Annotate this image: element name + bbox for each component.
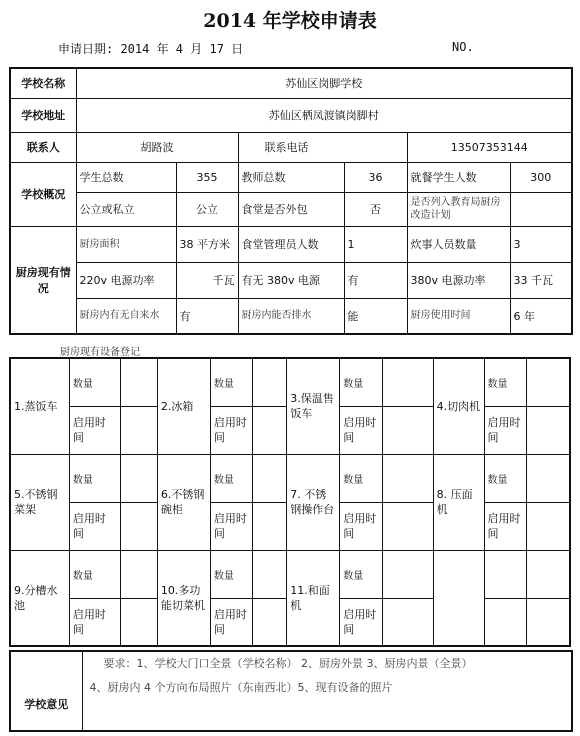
qty-label: 数量 (340, 358, 382, 406)
application-date: 申请日期: 2014 年 4 月 17 日 (58, 42, 244, 56)
phone-value[interactable]: 13507353144 (407, 132, 572, 162)
start-time-label: 启用时间 (69, 598, 120, 646)
kitchen-area-value[interactable]: 38 平方米 (176, 226, 238, 262)
diners-label: 就餐学生人数 (407, 162, 510, 192)
qty-label: 数量 (210, 454, 252, 502)
start-time-label: 启用时间 (210, 502, 252, 550)
start-time-label: 启用时间 (210, 406, 252, 454)
equipment-item-1: 1.蒸饭车 (10, 358, 69, 454)
contact-label: 联系人 (10, 132, 76, 162)
teachers-label: 教师总数 (238, 162, 344, 192)
equipment-item-2: 2.冰箱 (157, 358, 210, 454)
start-time-label: 启用时间 (69, 406, 120, 454)
start-time-value-empty (526, 598, 570, 646)
has-380-label: 有无 380v 电源 (238, 262, 344, 298)
power-220-label: 220v 电源功率 (76, 262, 176, 298)
start-time-value[interactable] (120, 598, 157, 646)
start-time-value[interactable] (526, 406, 570, 454)
overview-label: 学校概况 (10, 162, 76, 226)
qty-value[interactable] (253, 358, 287, 406)
qty-value[interactable] (382, 454, 433, 502)
start-time-label: 启用时间 (340, 502, 382, 550)
equipment-item-10: 10.多功能切菜机 (157, 550, 210, 646)
school-address-value[interactable]: 苏仙区栖凤渡镇岗脚村 (76, 98, 572, 132)
start-time-value[interactable] (120, 406, 157, 454)
qty-label: 数量 (484, 454, 526, 502)
qty-label: 数量 (69, 454, 120, 502)
start-time-value[interactable] (382, 502, 433, 550)
qty-value[interactable] (382, 550, 433, 598)
equipment-item-9: 9.分槽水池 (10, 550, 69, 646)
form-title: 2014 年学校申请表 (203, 10, 377, 32)
drainage-label: 厨房内能否排水 (238, 298, 344, 334)
outsourced-label: 食堂是否外包 (238, 192, 344, 226)
equipment-item-3: 3.保温售饭车 (287, 358, 340, 454)
start-time-value[interactable] (120, 502, 157, 550)
start-time-label-empty (484, 598, 526, 646)
students-value[interactable]: 355 (176, 162, 238, 192)
start-time-value[interactable] (253, 598, 287, 646)
renovation-plan-label: 是否列入教育局厨房改造计划 (407, 192, 510, 226)
qty-label: 数量 (340, 550, 382, 598)
equipment-item-empty (433, 550, 484, 646)
qty-value[interactable] (253, 550, 287, 598)
school-opinion-value[interactable] (82, 651, 572, 731)
teachers-value[interactable]: 36 (344, 162, 407, 192)
canteen-manager-value[interactable]: 1 (344, 226, 407, 262)
qty-value[interactable] (382, 358, 433, 406)
power-220-value[interactable]: 千瓦 (176, 262, 238, 298)
start-time-label: 启用时间 (484, 406, 526, 454)
kitchen-label: 厨房现有情况 (10, 226, 76, 334)
power-380-value[interactable]: 33 千瓦 (510, 262, 572, 298)
requirements-line-2: 4、厨房内 4 个方向布局照片（东南西北）5、现有设备的照片 (89, 681, 393, 694)
qty-label: 数量 (484, 358, 526, 406)
qty-label: 数量 (340, 454, 382, 502)
qty-value[interactable] (526, 454, 570, 502)
equipment-item-5: 5.不锈钢菜架 (10, 454, 69, 550)
contact-value[interactable]: 胡路波 (76, 132, 238, 162)
qty-value[interactable] (253, 454, 287, 502)
renovation-plan-value[interactable] (510, 192, 572, 226)
qty-value[interactable] (526, 358, 570, 406)
equipment-item-8: 8. 压面机 (433, 454, 484, 550)
school-name-value[interactable]: 苏仙区岗脚学校 (76, 68, 572, 98)
school-address-label: 学校地址 (10, 98, 76, 132)
start-time-label: 启用时间 (210, 598, 252, 646)
equipment-table (9, 357, 571, 647)
cook-count-label: 炊事人员数量 (407, 226, 510, 262)
qty-label-empty (484, 550, 526, 598)
drainage-value[interactable]: 能 (344, 298, 407, 334)
qty-value[interactable] (120, 358, 157, 406)
outsourced-value[interactable]: 否 (344, 192, 407, 226)
equipment-item-11: 11.和面机 (287, 550, 340, 646)
start-time-label: 启用时间 (69, 502, 120, 550)
form-number-label: NO. (452, 40, 474, 54)
school-type-value[interactable]: 公立 (176, 192, 238, 226)
kitchen-area-label: 厨房面积 (76, 226, 176, 262)
start-time-value[interactable] (253, 502, 287, 550)
qty-value-empty (526, 550, 570, 598)
power-380-label: 380v 电源功率 (407, 262, 510, 298)
kitchen-age-value[interactable]: 6 年 (510, 298, 572, 334)
tap-water-value[interactable]: 有 (176, 298, 238, 334)
equipment-item-7: 7. 不锈钢操作台 (287, 454, 340, 550)
qty-label: 数量 (210, 550, 252, 598)
equipment-header: 厨房现有设备登记 (60, 347, 140, 358)
school-opinion-table (9, 650, 573, 732)
start-time-value[interactable] (253, 406, 287, 454)
phone-label: 联系电话 (238, 132, 407, 162)
school-info-table (9, 67, 573, 335)
kitchen-age-label: 厨房使用时间 (407, 298, 510, 334)
start-time-value[interactable] (382, 406, 433, 454)
equipment-item-6: 6.不锈钢碗柜 (157, 454, 210, 550)
qty-value[interactable] (120, 454, 157, 502)
start-time-value[interactable] (526, 502, 570, 550)
qty-value[interactable] (120, 550, 157, 598)
canteen-manager-label: 食堂管理员人数 (238, 226, 344, 262)
qty-label: 数量 (69, 550, 120, 598)
qty-label: 数量 (69, 358, 120, 406)
tap-water-label: 厨房内有无自来水 (76, 298, 176, 334)
start-time-label: 启用时间 (340, 406, 382, 454)
school-name-label: 学校名称 (10, 68, 76, 98)
requirements-line-1: 要求：1、学校大门口全景（学校名称） 2、厨房外景 3、厨房内景（全景） (103, 657, 473, 670)
start-time-value[interactable] (382, 598, 433, 646)
qty-label: 数量 (210, 358, 252, 406)
equipment-item-4: 4.切肉机 (433, 358, 484, 454)
has-380-value[interactable]: 有 (344, 262, 407, 298)
school-type-label: 公立或私立 (76, 192, 176, 226)
cook-count-value[interactable]: 3 (510, 226, 572, 262)
students-label: 学生总数 (76, 162, 176, 192)
start-time-label: 启用时间 (484, 502, 526, 550)
start-time-label: 启用时间 (340, 598, 382, 646)
school-opinion-label: 学校意见 (10, 651, 82, 731)
diners-value[interactable]: 300 (510, 162, 572, 192)
